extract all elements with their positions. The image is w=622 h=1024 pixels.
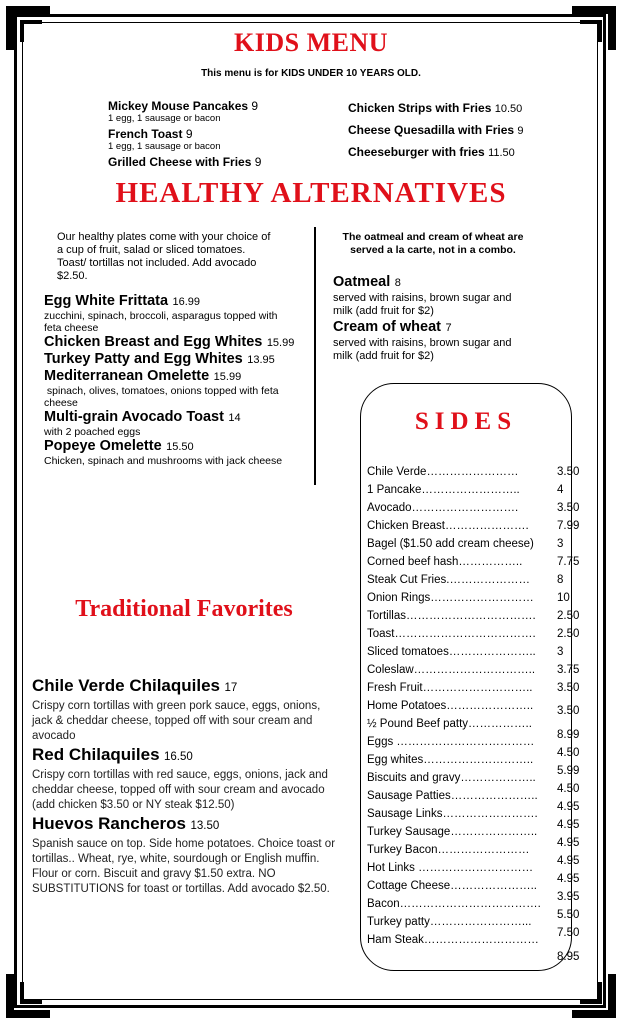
side-item-price: 8.99 [557,729,580,741]
side-item-price-row [367,924,580,942]
item-description: served with raisins, brown sugar and milk (add fruit for $2) [333,292,512,317]
side-item-name: Avocado………………………. [367,502,519,514]
side-item-price: 3.75 [557,664,580,676]
traditional-favorites-title: Traditional Favorites [75,596,293,622]
side-item-name: Sliced tomatoes………………….. [367,646,536,658]
side-item-price: 3.50 [557,466,580,478]
side-item-name: Steak Cut Fries.………………… [367,574,530,586]
traditional-items-list [32,675,362,897]
side-item-price: 4.95 [557,855,580,867]
item-description: Crispy corn tortillas with green pork sauce, eggs, onions, jack & cheddar cheese, topped off with sour cream and avocado [32,700,321,742]
side-item-price: 8 [557,574,564,586]
item-description: served with raisins, brown sugar and milk (add fruit for $2) [333,337,512,362]
side-item-price: 8.95 [557,951,580,963]
side-item-name: Home Potatoes………………….. [367,700,534,712]
side-item-name: Chicken Breast…………………. [367,520,529,532]
side-item-price: 3 [557,646,564,658]
item-description: zucchini, spinach, broccoli, asparagus topped with feta cheese [44,310,278,334]
menu-item: Chicken Breast and Egg Whites 15.99 [44,334,295,350]
side-item-price-row [367,852,580,870]
side-item-price: 3.50 [557,502,580,514]
menu-item: Mediterranean Omelette 15.99 [44,368,242,384]
side-item-name: Ham Steak………………………… [367,934,539,946]
side-item-price: 2.50 [557,610,580,622]
healthy-alternatives-title: HEALTHY ALTERNATIVES [115,177,507,209]
kids-menu-title: KIDS MENU [233,28,388,57]
healthy-intro: Our healthy plates come with your choice of a cup of fruit, salad or sliced tomatoes. Toast/ tortillas not included. Add avocado $2.50. [57,231,271,282]
side-item-price: 7.75 [557,556,580,568]
item-description: Chicken, spinach and mushrooms with jack cheese [44,455,283,467]
side-item-name: Biscuits and gravy……………….. [367,772,536,784]
side-item-price-row [367,816,580,834]
side-item-name: Chile Verde…………………… [367,466,519,478]
side-item-price-row [367,625,580,643]
sides-title: SIDES [414,408,518,435]
side-item-price-row [367,607,580,625]
side-item-price: 3 [557,538,564,550]
side-item-price-row [367,499,580,517]
side-item-name: Tortillas……………………………. [367,610,536,622]
side-item-name: Cottage Cheese………………….. [367,880,538,892]
item-description: Crispy corn tortillas with red sauce, eggs, onions, jack and cheddar cheese, topped off with sour cream and avocado (add chicken $3.50 or NY steak $12.50) [32,769,328,811]
side-item-price: 4.95 [557,873,580,885]
kids-age-note: This menu is for KIDS UNDER 10 YEARS OLD. [201,68,421,79]
side-item-price: 7.99 [557,520,580,532]
side-item-price: 5.50 [557,909,580,921]
menu-item: Oatmeal 8 [333,274,401,290]
kids-right-column [348,101,588,167]
side-item-price: 4.95 [557,837,580,849]
side-item-name: Turkey Bacon…………………… [367,844,530,856]
menu-item: Egg White Frittata 16.99 [44,293,201,309]
item-description: with 2 poached eggs [44,426,141,438]
healthy-items-list [44,293,314,467]
corner-ornament-bottom-right [568,970,618,1020]
side-item-price: 5.99 [557,765,580,777]
side-item-price-row [367,481,567,499]
side-item-name: Fresh Fruit……………………….. [367,682,533,694]
side-item-price: 4.50 [557,747,580,759]
menu-item: Mickey Mouse Pancakes 9 [108,99,259,113]
side-item-name: Bagel ($1.50 add cream cheese) [367,538,534,550]
menu-item: Popeye Omelette 15.50 [44,438,194,454]
side-item-name: Onion Rings……………………… [367,592,534,604]
menu-item: French Toast 9 [108,127,193,141]
side-item-price-row [367,888,580,906]
item-description: spinach, olives, tomatoes, onions topped with feta cheese [44,385,279,409]
side-item-price: 3.95 [557,891,580,903]
side-item-name: Turkey patty……………………... [367,916,532,928]
side-item-price-row [367,571,567,589]
side-item-price-row [367,661,580,679]
side-item-price-row [367,870,580,888]
side-item-name: Corned beef hash…………….. [367,556,523,568]
side-item-name: Turkey Sausage………………….. [367,826,538,838]
cereal-items-list [333,273,563,363]
side-item-price: 4.95 [557,819,580,831]
menu-item: Cream of wheat 7 [333,319,452,335]
side-item-price-row [367,762,580,780]
kids-left-column [108,99,328,169]
a-la-carte-note: The oatmeal and cream of wheat are served a la carte, not in a combo. [342,231,524,256]
side-item-name: Bacon………………………………. [367,898,541,910]
side-item-price-row [367,798,580,816]
side-item-price-row [367,744,580,762]
side-item-name: Toast………………………………. [367,628,536,640]
side-item-price-row [367,702,580,720]
side-item-price: 3.50 [557,705,580,717]
side-item-price-row [367,517,580,535]
side-item-price: 10 [557,592,570,604]
corner-ornament-bottom-left [4,970,54,1020]
side-item-price-row [367,679,580,697]
side-item-name: Egg whites……………………….. [367,754,534,766]
side-item-name: 1 Pancake…………………….. [367,484,520,496]
menu-item: Multi-grain Avocado Toast 14 [44,409,241,425]
side-item-price-row [367,589,570,607]
menu-item: Huevos Rancheros 13.50 [32,814,220,833]
menu-item: Cheese Quesadilla with Fries 9 [348,123,524,137]
side-item-name: Sausage Patties………………….. [367,790,538,802]
side-item-price: 2.50 [557,628,580,640]
column-divider [314,227,316,485]
item-description: 1 egg, 1 sausage or bacon [108,113,221,124]
side-item-price: 4.95 [557,801,580,813]
menu-item: Cheeseburger with fries 11.50 [348,145,515,159]
item-description: Spanish sauce on top. Side home potatoes. Choice toast or tortillas.. Wheat, rye, white, sourdough or English muffin. Flour or corn. Biscuit and gravy $1.50 extra. NO SUBSTITUTIONS for toast or tortillas. Add avocado $2.50. [32,838,336,895]
menu-item: Turkey Patty and Egg Whites 13.95 [44,351,275,367]
item-description: 1 egg, 1 sausage or bacon [108,141,221,152]
side-item-price-row [367,463,580,481]
side-item-price-row [367,834,580,852]
side-item-price-row [367,553,580,571]
side-item-price-row [367,726,580,744]
side-item-price: 4.50 [557,783,580,795]
menu-item: Red Chilaquiles 16.50 [32,745,193,764]
side-item-price: 4 [557,484,564,496]
menu-item: Chicken Strips with Fries 10.50 [348,101,523,115]
side-item-price-row [367,948,580,966]
side-item-price-row [367,535,567,553]
side-item-price-row [367,906,580,924]
menu-item: Grilled Cheese with Fries 9 [108,155,262,169]
side-item-price: 7.50 [557,927,580,939]
side-item-price-row [367,780,580,798]
side-item-price: 3.50 [557,682,580,694]
side-item-name: Sausage Links……………………. [367,808,538,820]
side-item-price-row [367,643,567,661]
side-item-name: Coleslaw………………………….. [367,664,536,676]
side-item-name: ½ Pound Beef patty…………….. [367,718,532,730]
side-item-name: Hot Links ………………………… [367,862,534,874]
side-item-name: Eggs ……………………………… [367,736,535,748]
menu-item: Chile Verde Chilaquiles 17 [32,676,238,695]
